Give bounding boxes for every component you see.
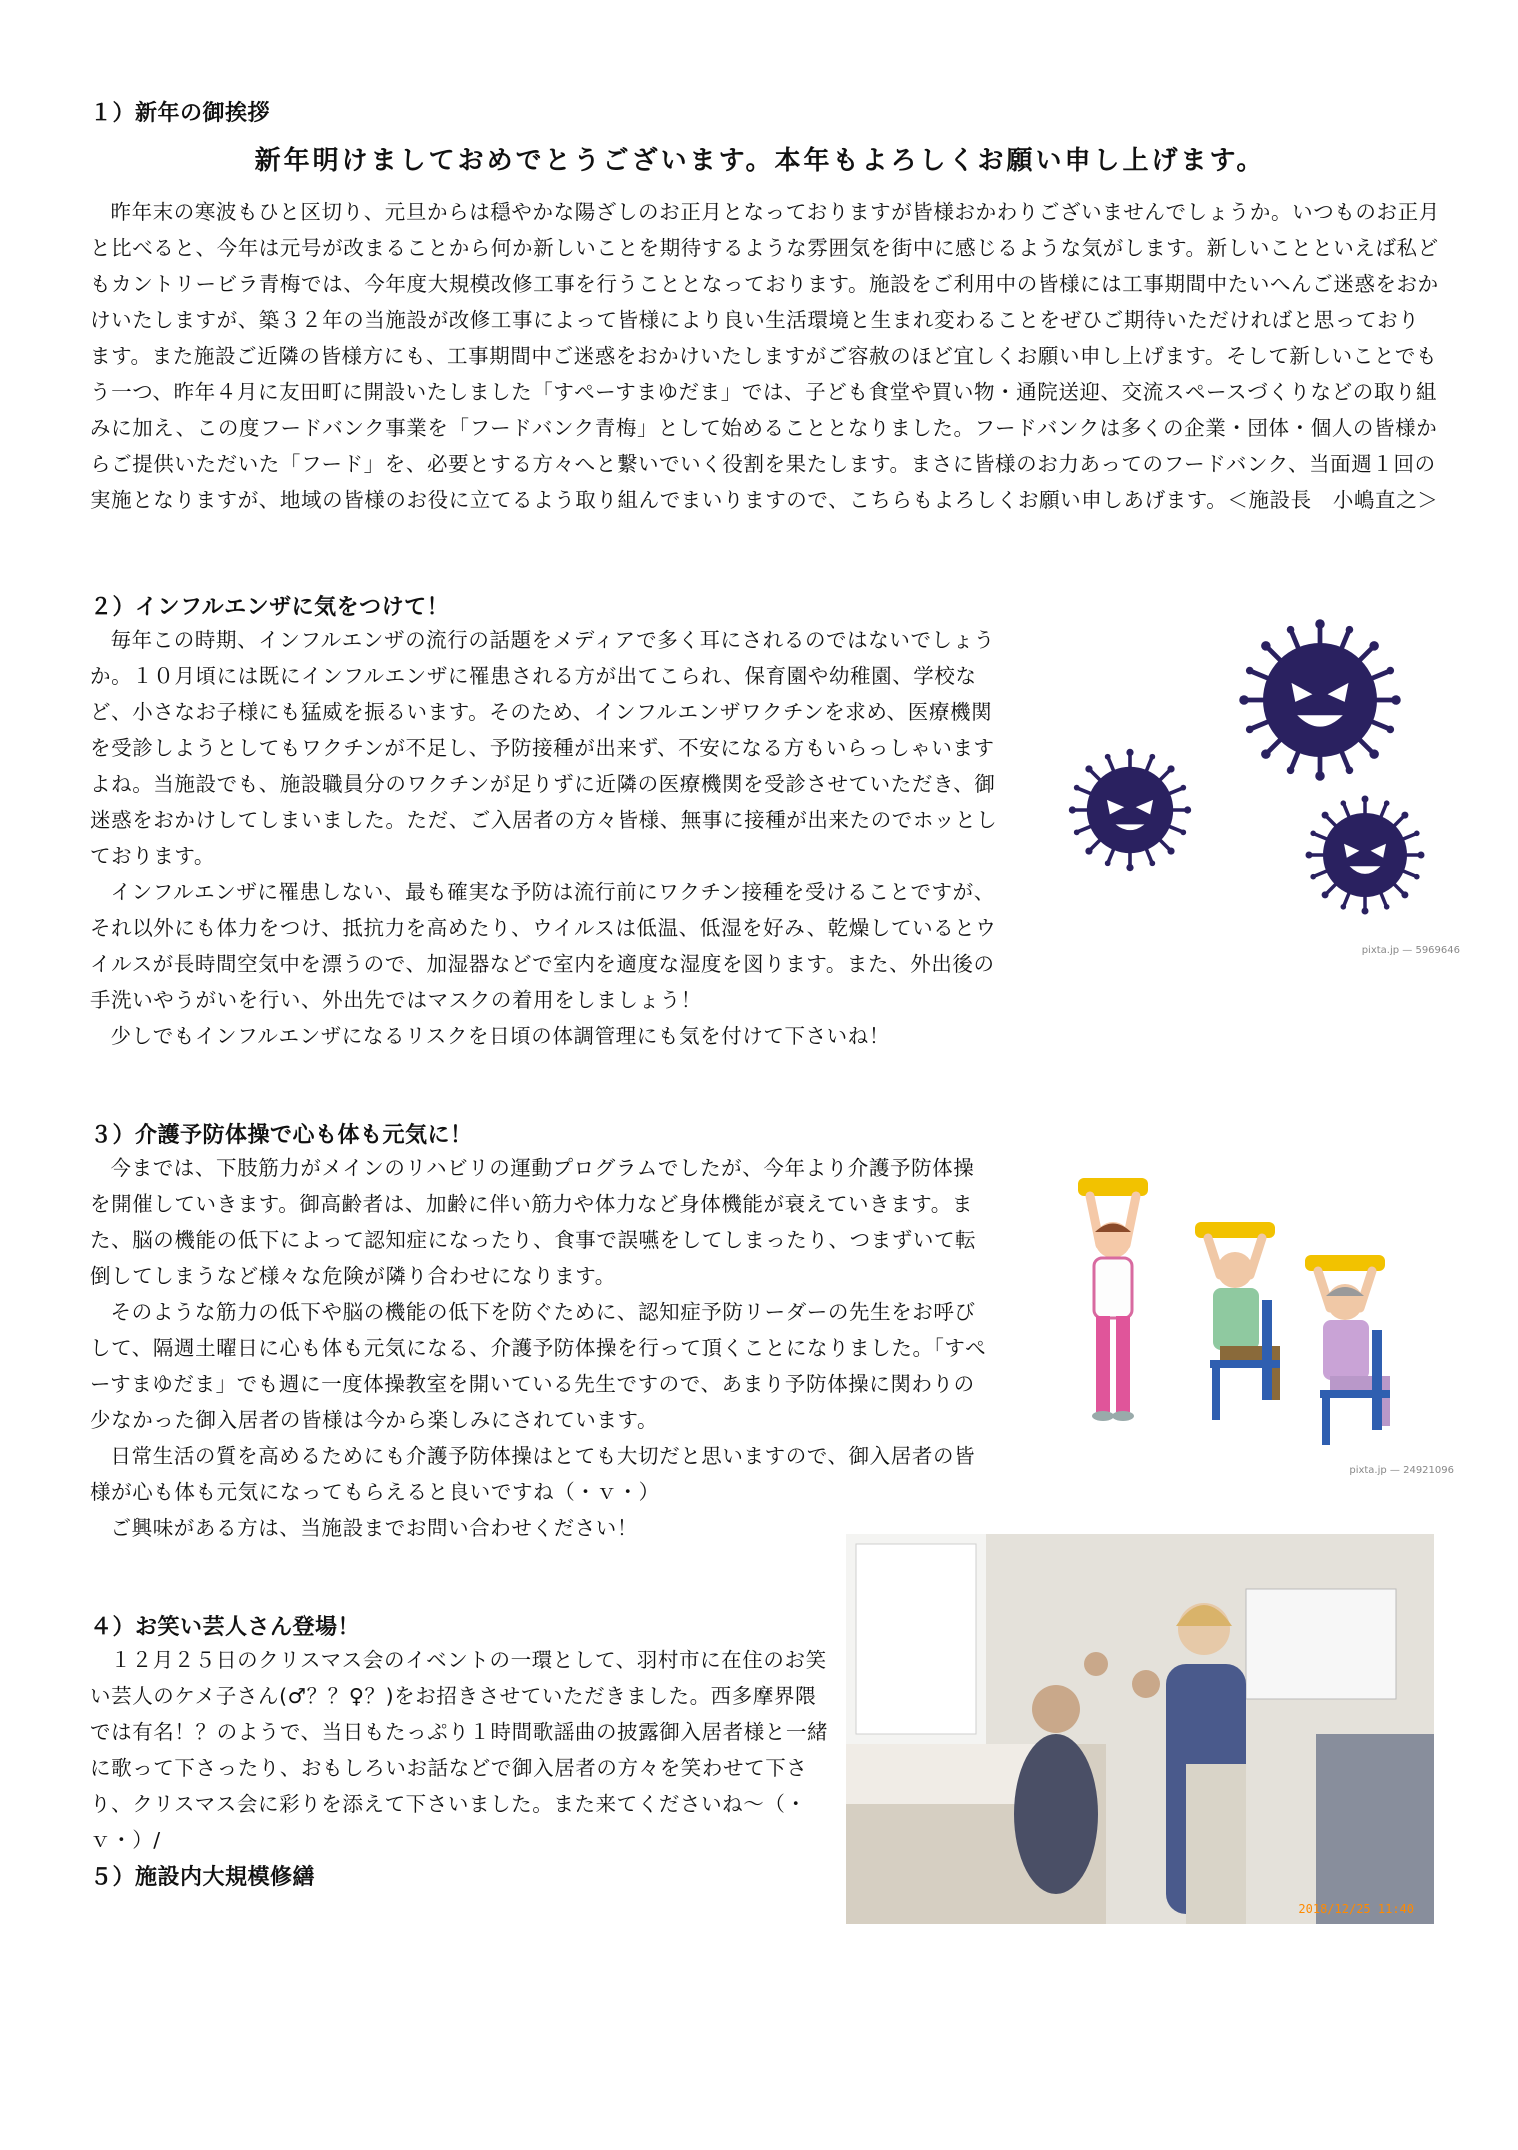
section5-heading: ５）施設内大規模修繕 (90, 1865, 316, 1890)
section4-body: １２月２５日のクリスマス会のイベントの一環として、羽村市に在住のお笑い芸人のケメ子さん(♂？？♀？)をお招きさせていただきました。西多摩界隈では有名！？のようで、当日もたっぷり１時間歌謡曲の披露御入居者様と一緒に歌って下さったり、おもしろいお話などで御入居者の方々を笑わせて下さり、クリスマス会に彩りを添えて下さいました。また来てくださいね～（・ｖ・）/ (90, 1648, 829, 1852)
section2-paragraph: インフルエンザに罹患しない、最も確実な予防は流行前にワクチン接種を受けることですが、それ以外にも体力をつけ、抵抗力を高めたり、ウイルスは低温、低湿を好み、乾燥しているとウイルスが長時間空気中を漂うので、加湿器などで室内を適度な湿度を図ります。また、外出後の手洗いやうがいを行い、外出先ではマスクの着用をしましょう！ (90, 880, 997, 1012)
section1-heading: １）新年の御挨拶 (90, 101, 271, 126)
section2-paragraph: 少しでもインフルエンザになるリスクを日頃の体調管理にも気を付けて下さいね！ (110, 1024, 890, 1048)
section3-paragraph: そのような筋力の低下や脳の機能の低下を防ぐために、認知症予防リーダーの先生をお呼びして、隔週土曜日に心も体も元気になる、介護予防体操を行って頂くことになりました。「すぺーすまゆだま」でも週に一度体操教室を開いている先生ですので、あまり予防体操に関わりの少なかった御入居者の皆様は今から楽しみにされています。 (90, 1300, 987, 1432)
section3-paragraph: 日常生活の質を高めるためにも介護予防体操はとても大切だと思いますので、御入居者の皆様が心も体も元気になってもらえると良いですね（・ｖ・） (90, 1444, 976, 1504)
virus-illustration (1030, 610, 1470, 960)
new-year-greeting: 新年明けましておめでとうございます。本年もよろしくお願い申し上げます。 (254, 146, 1266, 176)
exercise-illustration (1030, 1160, 1470, 1480)
section3-body (90, 1150, 990, 1546)
section3-heading: ３）介護予防体操で心も体も元気に！ (90, 1123, 473, 1148)
image-credit: pixta.jp — 24921096 (1349, 1465, 1454, 1476)
section3-paragraph: ご興味がある方は、当施設までお問い合わせください！ (110, 1516, 638, 1540)
section2-body (90, 622, 1000, 1054)
party-photo-scene (846, 1534, 1434, 1924)
section3-paragraph: 今までは、下肢筋力がメインのリハビリの運動プログラムでしたが、今年より介護予防体操を開催していきます。御高齢者は、加齢に伴い筋力や体力など身体機能が衰えていきます。また、脳の機能の低下によって認知症になったり、食事で誤嚥をしてしまったり、つまずいて転倒してしまうなど様々な危険が隣り合わせになります。 (90, 1156, 977, 1288)
exercise-icon (1030, 1160, 1470, 1480)
virus-icon (1030, 610, 1470, 960)
photo-timestamp: 2018/12/25 11:40 (1298, 1902, 1414, 1916)
christmas-party-photo (846, 1534, 1434, 1924)
section2-paragraph: 毎年この時期、インフルエンザの流行の話題をメディアで多く耳にされるのではないでしょうか。１０月頃には既にインフルエンザに罹患される方が出てこられ、保育園や幼稚園、学校など、小さなお子様にも猛威を振るいます。そのため、インフルエンザワクチンを求め、医療機関を受診しようとしてもワクチンが不足し、予防接種が出来ず、不安になる方もいらっしゃいますよね。当施設でも、施設職員分のワクチンが足りずに近隣の医療機関を受診させていただき、御迷惑をおかけしてしまいました。ただ、ご入居者の方々皆様、無事に接種が出来たのでホッとしております。 (90, 628, 998, 868)
section2-heading: ２）インフルエンザに気をつけて！ (90, 595, 450, 620)
section4-heading: ４）お笑い芸人さん登場！ (90, 1615, 361, 1640)
image-credit: pixta.jp — 5969646 (1361, 945, 1460, 956)
section1-body: 昨年末の寒波もひと区切り、元旦からは穏やかな陽ざしのお正月となっておりますが皆様おかわりございませんでしょうか。いつものお正月と比べると、今年は元号が改まることから何か新しいことを期待するような雰囲気を街中に感じるような気がします。新しいことといえば私どもカントリービラ青梅では、今年度大規模改修工事を行うこととなっております。施設をご利用中の皆様には工事期間中たいへんご迷惑をおかけいたしますが、築３２年の当施設が改修工事によって皆様により良い生活環境と生まれ変わることをぜひご期待いただければと思っております。また施設ご近隣の皆様方にも、工事期間中ご迷惑をおかけいたしますがご容赦のほど宜しくお願い申し上げます。そして新しいことでもう一つ、昨年４月に友田町に開設いたしました「すぺーすまゆだま」では、子ども食堂や買い物・通院送迎、交流スペースづくりなどの取り組みに加え、この度フードバンク事業を「フードバンク青梅」として始めることとなりました。フードバンクは多くの企業・団体・個人の皆様からご提供いただいた「フード」を、必要とする方々へと繋いでいく役割を果たします。まさに皆様のお力あってのフードバンク、当面週１回の実施となりますが、地域の皆様のお役に立てるよう取り組んでまいりますので、こちらもよろしくお願い申しあげます。＜施設長 小嶋直之＞ (90, 200, 1440, 512)
